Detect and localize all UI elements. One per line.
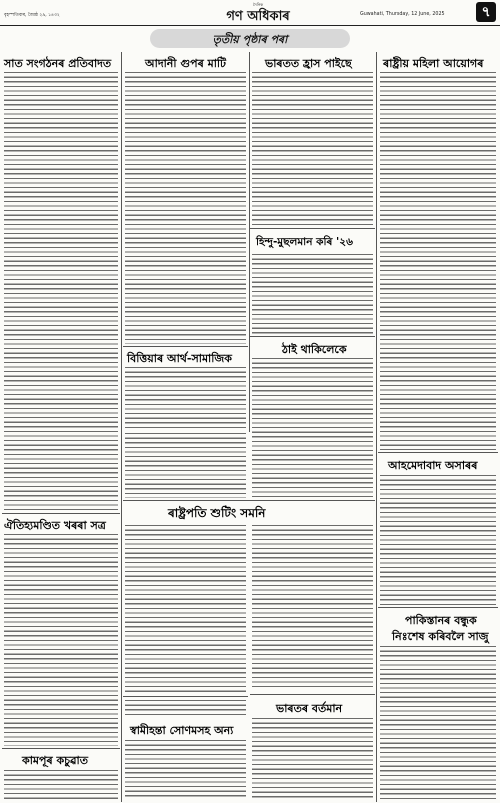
- masthead-date-assamese: বৃহস্পতিবাৰ, জ্যৈষ্ঠ ২৯, ১৪৩২: [4, 13, 60, 18]
- headline-col1-bottom: কামপূৰ কচুৱাত: [22, 754, 88, 767]
- column-rule: [249, 52, 250, 432]
- headline-col23-bottom: স্বামীহন্তা সোণমসহ অন্য: [130, 724, 234, 737]
- headline-col3-mid1: হিন্দু-মুছলমান কৰি '২৬: [256, 236, 353, 248]
- article-body: [252, 254, 373, 334]
- article-body: [125, 433, 246, 498]
- headline-col2-top: আদানী গুপৰ মাটি: [145, 57, 227, 70]
- headline-col3-mid2: ঠাই থাকিলেকে: [282, 343, 347, 356]
- newspaper-logo-small: দৈনিক: [252, 2, 264, 7]
- headline-col4-bottom-line2: নিঃশেষ কৰিবলৈ সাজু: [392, 630, 489, 643]
- headline-col4-bottom-line1: পাকিস্তানৰ বন্ধুক: [405, 614, 477, 627]
- article-divider: [250, 336, 375, 337]
- article-divider: [378, 607, 498, 608]
- article-body: [252, 718, 373, 800]
- headline-col4-top: ৰাষ্ট্ৰীয় মহিলা আয়োগৰ: [383, 57, 484, 70]
- headline-col23-mid: ৰাষ্ট্ৰপতি শুটিং সমনি: [168, 506, 266, 520]
- article-body: [252, 525, 373, 690]
- article-divider: [2, 513, 120, 514]
- article-divider: [378, 452, 498, 453]
- article-divider: [2, 748, 120, 749]
- masthead: [0, 0, 500, 26]
- article-body: [4, 770, 118, 800]
- article-divider: [250, 228, 375, 229]
- newspaper-logo: [208, 3, 308, 28]
- article-body: [252, 358, 373, 498]
- headline-col4-mid: আহমেদাবাদ অসাৰৰ: [388, 459, 478, 472]
- masthead-date-english: Guwahati, Thursday, 12 June, 2025: [360, 12, 445, 17]
- column-rule: [376, 52, 377, 802]
- column-rule: [121, 52, 122, 802]
- article-divider: [250, 694, 375, 695]
- article-body: [125, 367, 246, 431]
- headline-col3-top: ভাৰতত হ্ৰাস পাইছে: [265, 57, 352, 70]
- section-title: তৃতীয় পৃষ্ঠাৰ পৰা: [212, 33, 288, 46]
- article-body: [252, 72, 373, 226]
- article-body: [4, 534, 118, 746]
- newspaper-logo-text: গণ অধিকাৰ: [226, 9, 290, 24]
- article-body: [125, 72, 246, 344]
- page-number-badge: ৭: [476, 2, 496, 22]
- article-body: [125, 740, 246, 800]
- article-divider: [123, 696, 248, 697]
- article-body: [380, 72, 496, 450]
- headline-col3-bottom: ভাৰতৰ বৰ্তমান: [276, 702, 343, 715]
- headline-col1-top: সাত সংগঠনৰ প্ৰতিবাদত: [4, 57, 112, 70]
- article-divider: [123, 500, 375, 501]
- article-body: [380, 475, 496, 605]
- headline-col1-mid: ঐতিহ্যমণ্ডিত খৰৰা সত্ৰ: [4, 519, 106, 532]
- article-body: [380, 646, 496, 800]
- article-divider: [123, 346, 248, 347]
- article-body: [4, 72, 118, 512]
- article-body: [125, 700, 246, 718]
- article-body: [125, 525, 246, 695]
- headline-col2-mid: বিত্তিয়াৰ আৰ্থ-সামাজিক: [127, 352, 232, 365]
